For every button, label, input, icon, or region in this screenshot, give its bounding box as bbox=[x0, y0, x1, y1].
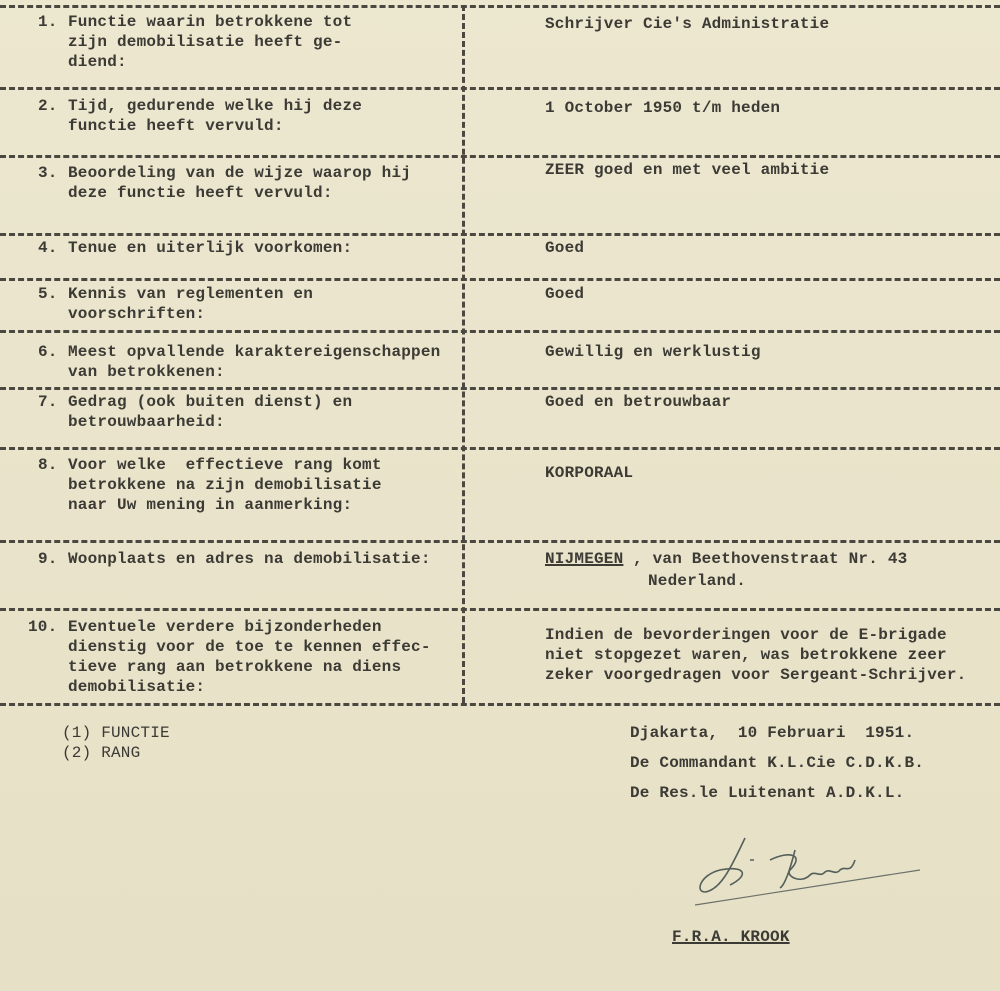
row-divider bbox=[0, 608, 1000, 611]
answer-line: Goed bbox=[545, 239, 585, 257]
question-line: Gedrag (ook buiten dienst) en bbox=[68, 393, 353, 411]
answer-line: niet stopgezet waren, was betrokkene zeer bbox=[545, 646, 947, 664]
answer-line: , van Beethovenstraat Nr. 43 bbox=[633, 550, 908, 568]
question-line: demobilisatie: bbox=[68, 678, 206, 696]
question-line: functie heeft vervuld: bbox=[68, 117, 284, 135]
handwritten-signature bbox=[690, 830, 930, 910]
row-divider bbox=[0, 87, 1000, 90]
question-line: betrouwbaarheid: bbox=[68, 413, 225, 431]
row-divider bbox=[0, 5, 1000, 8]
row-divider bbox=[0, 703, 1000, 706]
footnote-rang: (2) RANG bbox=[62, 744, 141, 762]
row-divider bbox=[0, 155, 1000, 158]
signatory-name-text: F.R.A. KROOK bbox=[672, 928, 790, 946]
rank-line: De Res.le Luitenant A.D.K.L. bbox=[630, 784, 905, 802]
row-divider bbox=[0, 447, 1000, 450]
question-line: Woonplaats en adres na demobilisatie: bbox=[68, 550, 431, 568]
row-number: 9. bbox=[38, 550, 58, 568]
row-number: 6. bbox=[38, 343, 58, 361]
question-line: diend: bbox=[68, 53, 127, 71]
row-number: 2. bbox=[38, 97, 58, 115]
row-number: 5. bbox=[38, 285, 58, 303]
question-line: van betrokkenen: bbox=[68, 363, 225, 381]
question-line: dienstig voor de toe te kennen effec- bbox=[68, 638, 431, 656]
row-number: 3. bbox=[38, 164, 58, 182]
row-divider bbox=[0, 233, 1000, 236]
question-line: Meest opvallende karaktereigenschappen bbox=[68, 343, 441, 361]
row-divider bbox=[0, 387, 1000, 390]
question-line: voorschriften: bbox=[68, 305, 206, 323]
answer-line: Indien de bevorderingen voor de E-brigade bbox=[545, 626, 947, 644]
place-date-text: Djakarta, 10 Februari 1951. bbox=[630, 724, 915, 742]
question-line: tieve rang aan betrokkene na diens bbox=[68, 658, 402, 676]
question-line: naar Uw mening in aanmerking: bbox=[68, 496, 353, 514]
answer-line: ZEER goed en met veel ambitie bbox=[545, 161, 830, 179]
row-number: 10. bbox=[28, 618, 58, 636]
row-number: 4. bbox=[38, 239, 58, 257]
footnote-functie: (1) FUNCTIE bbox=[62, 724, 170, 742]
column-divider bbox=[462, 5, 465, 703]
row-divider bbox=[0, 278, 1000, 281]
answer-city: NIJMEGEN bbox=[545, 550, 624, 568]
answer-line: zeker voorgedragen voor Sergeant-Schrijver. bbox=[545, 666, 967, 684]
answer-line: 1 October 1950 t/m heden bbox=[545, 99, 781, 117]
question-line: Beoordeling van de wijze waarop hij bbox=[68, 164, 412, 182]
question-line: Kennis van reglementen en bbox=[68, 285, 314, 303]
question-line: betrokkene na zijn demobilisatie bbox=[68, 476, 382, 494]
place-date bbox=[630, 723, 914, 743]
question-line: deze functie heeft vervuld: bbox=[68, 184, 333, 202]
row-number: 7. bbox=[38, 393, 58, 411]
question-line: Tenue en uiterlijk voorkomen: bbox=[68, 239, 353, 257]
question-line: Tijd, gedurende welke hij deze bbox=[68, 97, 363, 115]
question-line: Voor welke effectieve rang komt bbox=[68, 456, 382, 474]
commander-line: De Commandant K.L.Cie C.D.K.B. bbox=[630, 754, 925, 772]
answer-line: Nederland. bbox=[648, 572, 747, 590]
answer-line: Goed bbox=[545, 285, 585, 303]
answer-line: Goed en betrouwbaar bbox=[545, 393, 732, 411]
row-number: 8. bbox=[38, 456, 58, 474]
answer-line: Schrijver Cie's Administratie bbox=[545, 15, 830, 33]
answer-line: KORPORAAL bbox=[545, 464, 634, 482]
question-line: Eventuele verdere bijzonderheden bbox=[68, 618, 382, 636]
row-divider bbox=[0, 330, 1000, 333]
question-line: Functie waarin betrokkene tot bbox=[68, 13, 353, 31]
signatory-name bbox=[672, 927, 790, 947]
question-line: zijn demobilisatie heeft ge- bbox=[68, 33, 343, 51]
row-divider bbox=[0, 540, 1000, 543]
answer-line: Gewillig en werklustig bbox=[545, 343, 761, 361]
row-number: 1. bbox=[38, 13, 58, 31]
